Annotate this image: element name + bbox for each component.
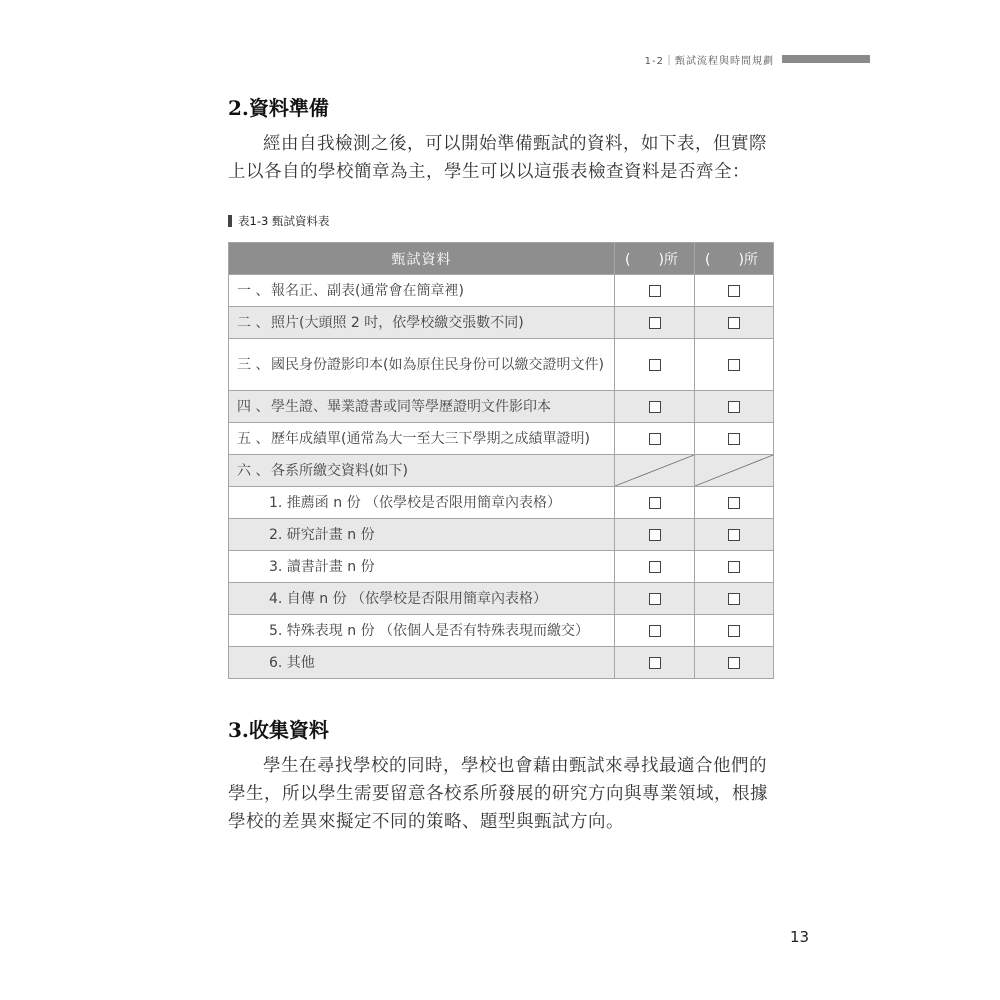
table-caption-text: 表1-3 甄試資料表 [238, 214, 330, 228]
check-cell[interactable] [615, 647, 695, 679]
header-school-2: ( )所 [695, 243, 774, 275]
row-label [229, 391, 615, 423]
checkbox[interactable] [728, 359, 740, 371]
table-row [229, 423, 774, 455]
table-row [229, 275, 774, 307]
row-text: 各系所繳交資料(如下) [271, 462, 408, 479]
row-text: 學生證、畢業證書或同等學歷證明文件影印本 [271, 398, 551, 415]
header-school-1: ( )所 [615, 243, 695, 275]
running-title: 1-2｜甄試流程與時間規劃 [644, 55, 774, 67]
row-label: 1. 推薦函 n 份 （依學校是否限用簡章內表格） [229, 487, 615, 519]
row-label: 3. 讀書計畫 n 份 [229, 551, 615, 583]
table-row [229, 615, 774, 647]
table-row [229, 307, 774, 339]
row-number: 一 、 [237, 282, 270, 299]
checkbox[interactable] [649, 593, 661, 605]
row-number: 三 、 [237, 356, 270, 373]
check-cell[interactable] [615, 487, 695, 519]
check-cell[interactable] [615, 391, 695, 423]
row-label: 6. 其他 [229, 647, 615, 679]
check-cell[interactable] [615, 583, 695, 615]
section-title-data-preparation: 2.資料準備 [228, 96, 329, 120]
checkbox[interactable] [728, 433, 740, 445]
row-label: 5. 特殊表現 n 份 （依個人是否有特殊表現而繳交） [229, 615, 615, 647]
row-text: 照片(大頭照 2 吋，依學校繳交張數不同) [271, 314, 524, 331]
row-label [229, 307, 615, 339]
checkbox[interactable] [649, 657, 661, 669]
section-title-collect-data: 3.收集資料 [228, 718, 329, 742]
checkbox[interactable] [649, 497, 661, 509]
row-number: 六 、 [237, 462, 270, 479]
check-cell[interactable] [695, 339, 774, 391]
check-cell[interactable] [615, 615, 695, 647]
table-header-row [229, 243, 774, 275]
row-text: 國民身份證影印本(如為原住民身份可以繳交證明文件) [271, 356, 604, 373]
table-row [229, 339, 774, 391]
document-checklist-table [228, 242, 774, 679]
row-label [229, 339, 615, 391]
checkbox[interactable] [728, 593, 740, 605]
checkbox[interactable] [649, 433, 661, 445]
row-number: 五 、 [237, 430, 270, 447]
row-number: 二 、 [237, 314, 270, 331]
checkbox[interactable] [649, 625, 661, 637]
checkbox[interactable] [728, 657, 740, 669]
table-caption [228, 213, 329, 229]
caption-marker [228, 215, 232, 227]
check-cell[interactable] [695, 647, 774, 679]
not-applicable-cell [695, 455, 774, 487]
checkbox[interactable] [649, 401, 661, 413]
check-cell[interactable] [615, 551, 695, 583]
checkbox[interactable] [728, 529, 740, 541]
page-number: 13 [790, 928, 810, 946]
checkbox[interactable] [649, 359, 661, 371]
table-row [229, 487, 774, 519]
row-label: 4. 自傳 n 份 （依學校是否限用簡章內表格） [229, 583, 615, 615]
checkbox[interactable] [728, 625, 740, 637]
header-documents: 甄試資料 [229, 243, 615, 275]
table-row [229, 519, 774, 551]
check-cell[interactable] [695, 615, 774, 647]
check-cell[interactable] [615, 275, 695, 307]
check-cell[interactable] [695, 391, 774, 423]
row-number: 四 、 [237, 398, 270, 415]
checkbox[interactable] [728, 285, 740, 297]
row-label [229, 275, 615, 307]
checkbox[interactable] [649, 285, 661, 297]
data-preparation-paragraph: 經由自我檢測之後，可以開始準備甄試的資料，如下表，但實際上以各自的學校簡章為主，學生可以以這張表檢查資料是否齊全： [228, 134, 767, 182]
row-label [229, 455, 615, 487]
checkbox[interactable] [649, 317, 661, 329]
check-cell[interactable] [695, 275, 774, 307]
diagonal-line [615, 455, 694, 486]
not-applicable-cell [615, 455, 695, 487]
row-text: 歷年成績單(通常為大一至大三下學期之成績單證明) [271, 430, 590, 447]
table-row [229, 583, 774, 615]
check-cell[interactable] [615, 423, 695, 455]
header-bar [782, 55, 870, 63]
check-cell[interactable] [615, 307, 695, 339]
running-header [600, 52, 870, 66]
checkbox[interactable] [728, 401, 740, 413]
row-text: 報名正、副表(通常會在簡章裡) [271, 282, 464, 299]
table-row [229, 551, 774, 583]
check-cell[interactable] [695, 583, 774, 615]
checkbox[interactable] [728, 317, 740, 329]
check-cell[interactable] [695, 487, 774, 519]
check-cell[interactable] [695, 307, 774, 339]
row-label [229, 423, 615, 455]
checkbox[interactable] [728, 561, 740, 573]
check-cell[interactable] [695, 519, 774, 551]
check-cell[interactable] [695, 423, 774, 455]
check-cell[interactable] [615, 339, 695, 391]
checkbox[interactable] [728, 497, 740, 509]
checkbox[interactable] [649, 529, 661, 541]
check-cell[interactable] [695, 551, 774, 583]
table-row [229, 647, 774, 679]
table-row [229, 455, 774, 487]
checkbox[interactable] [649, 561, 661, 573]
collect-data-paragraph: 學生在尋找學校的同時，學校也會藉由甄試來尋找最適合他們的學生，所以學生需要留意各校系所發展的研究方向與專業領域，根據學校的差異來擬定不同的策略、題型與甄試方向。 [228, 756, 768, 832]
row-label: 2. 研究計畫 n 份 [229, 519, 615, 551]
check-cell[interactable] [615, 519, 695, 551]
diagonal-line [695, 455, 773, 486]
table-row [229, 391, 774, 423]
